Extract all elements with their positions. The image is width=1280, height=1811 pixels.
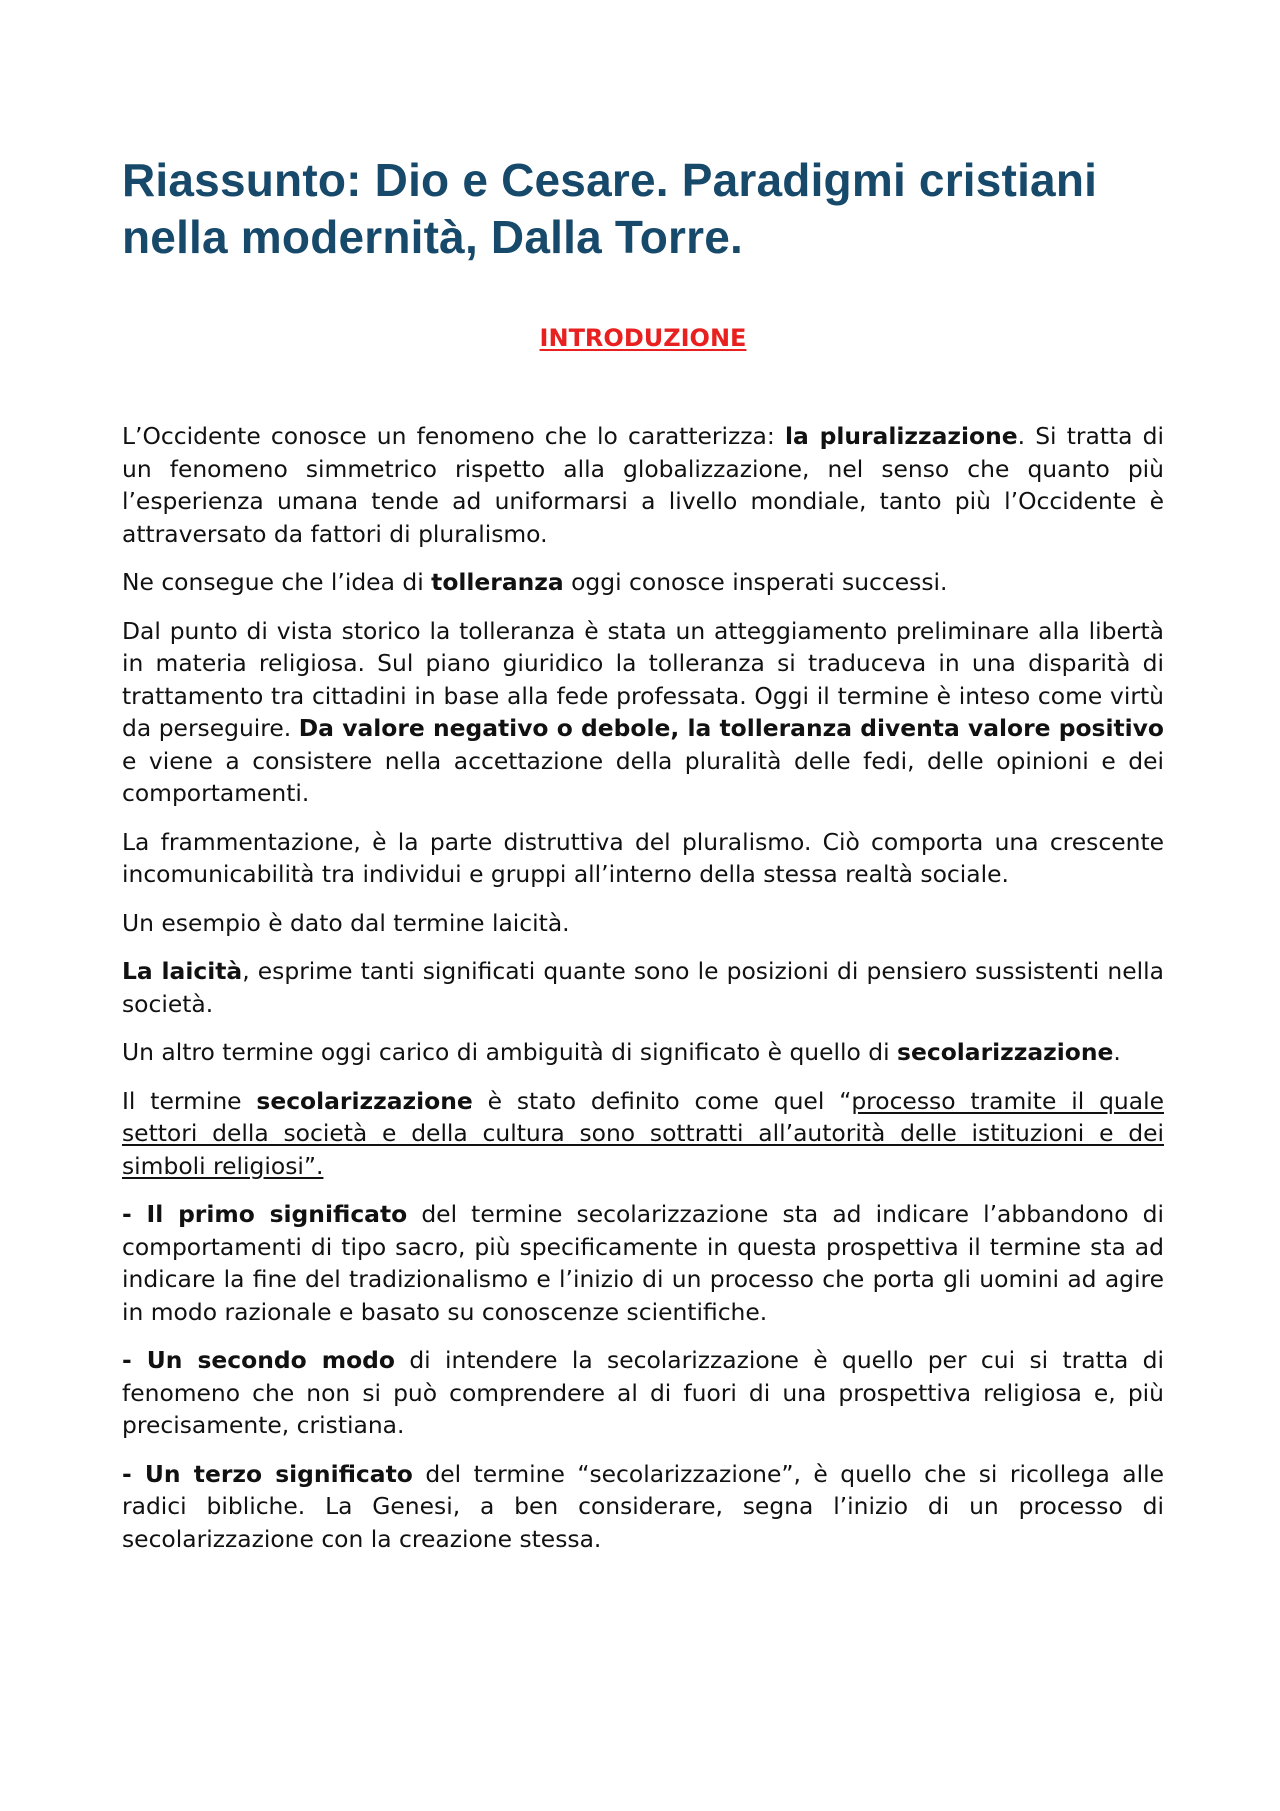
paragraph	[122, 566, 1164, 599]
bold-text: secolarizzazione	[897, 1038, 1114, 1066]
bold-text: la pluralizzazione	[784, 422, 1018, 450]
bold-text: - Un secondo modo	[122, 1346, 395, 1374]
document-page	[122, 152, 1164, 1571]
bold-text: - Un terzo significato	[122, 1459, 413, 1488]
paragraph	[122, 1198, 1164, 1328]
text-run: Dal punto di vista storico la tolleranza è stata un atteggiamento preliminare alla libertà in materia religiosa. Sul piano giuridico la tolleranza si traduceva in una disparità di trattamento tra cittadini in base alla fede professata. Oggi il termine è inteso come virtù da perseguire.	[122, 616, 1164, 742]
bold-text: Da valore negativo o debole, la tolleranza diventa valore positivo	[298, 714, 1164, 742]
paragraph	[122, 420, 1164, 550]
text-run: .	[1113, 1038, 1121, 1066]
paragraph	[122, 1036, 1164, 1069]
text-run: La frammentazione, è la parte distruttiva del pluralismo. Ciò comporta una crescente incomunicabilità tra individui e gruppi all’interno della stessa realtà sociale.	[122, 827, 1164, 888]
text-run: , esprime tanti significati quante sono le posizioni di pensiero sussistenti nella società.	[122, 957, 1164, 1018]
paragraph	[122, 955, 1164, 1020]
paragraph	[122, 615, 1164, 810]
text-run: di intendere la secolarizzazione è quello per cui si tratta di fenomeno che non si può comprendere al di fuori di una prospettiva religiosa e, più precisamente, cristiana.	[122, 1346, 1164, 1439]
bold-text: tolleranza	[431, 568, 564, 596]
text-run: è stato definito come quel “	[472, 1086, 852, 1115]
text-run: Ne consegue che l’idea di	[122, 568, 432, 596]
paragraph	[122, 826, 1164, 891]
text-run: del termine secolarizzazione sta ad indicare l’abbandono di comportamenti di tipo sacro, più specificamente in questa prospettiva il termine sta ad indicare la fine del tradizionalismo e l’inizio di un processo che porta gli uomini ad agire in modo razionale e basato su conoscenze scientifiche.	[122, 1200, 1164, 1326]
quoted-definition: processo tramite il quale settori della società e della cultura sono sottratti all’autorità delle istituzioni e dei simboli religiosi”.	[122, 1086, 1164, 1180]
text-run: oggi conosce insperati successi.	[563, 568, 948, 596]
bold-text: - Il primo significato	[122, 1200, 408, 1228]
section-heading-introduzione: INTRODUZIONE	[539, 324, 747, 352]
text-run: . Si tratta di un fenomeno simmetrico rispetto alla globalizzazione, nel senso che quanto più l’esperienza umana tende ad uniformarsi a livello mondiale, tanto più l’Occidente è attraversato da fattori di pluralismo.	[122, 422, 1165, 548]
text-run: del termine “secolarizzazione”, è quello che si ricollega alle radici bibliche. La Genesi, a ben considerare, segna l’inizio di un processo di secolarizzazione con la creazione stessa.	[122, 1459, 1164, 1553]
bold-text: La laicità	[122, 957, 243, 985]
paragraph	[122, 907, 1164, 940]
paragraph	[122, 1085, 1164, 1183]
paragraph	[122, 1458, 1164, 1556]
text-run: Il termine	[122, 1086, 257, 1115]
paragraph	[122, 1344, 1164, 1442]
document-title: Riassunto: Dio e Cesare. Paradigmi cristiani nella modernità, Dalla Torre.	[122, 154, 1098, 263]
document-body	[122, 420, 1164, 1555]
text-run: L’Occidente conosce un fenomeno che lo caratterizza:	[122, 422, 785, 450]
text-run: Un esempio è dato dal termine laicità.	[122, 908, 570, 937]
text-run: e viene a consistere nella accettazione della pluralità delle fedi, delle opinioni e dei comportamenti.	[122, 746, 1164, 807]
bold-text: secolarizzazione	[256, 1086, 473, 1115]
text-run: Un altro termine oggi carico di ambiguità di significato è quello di	[122, 1038, 898, 1066]
